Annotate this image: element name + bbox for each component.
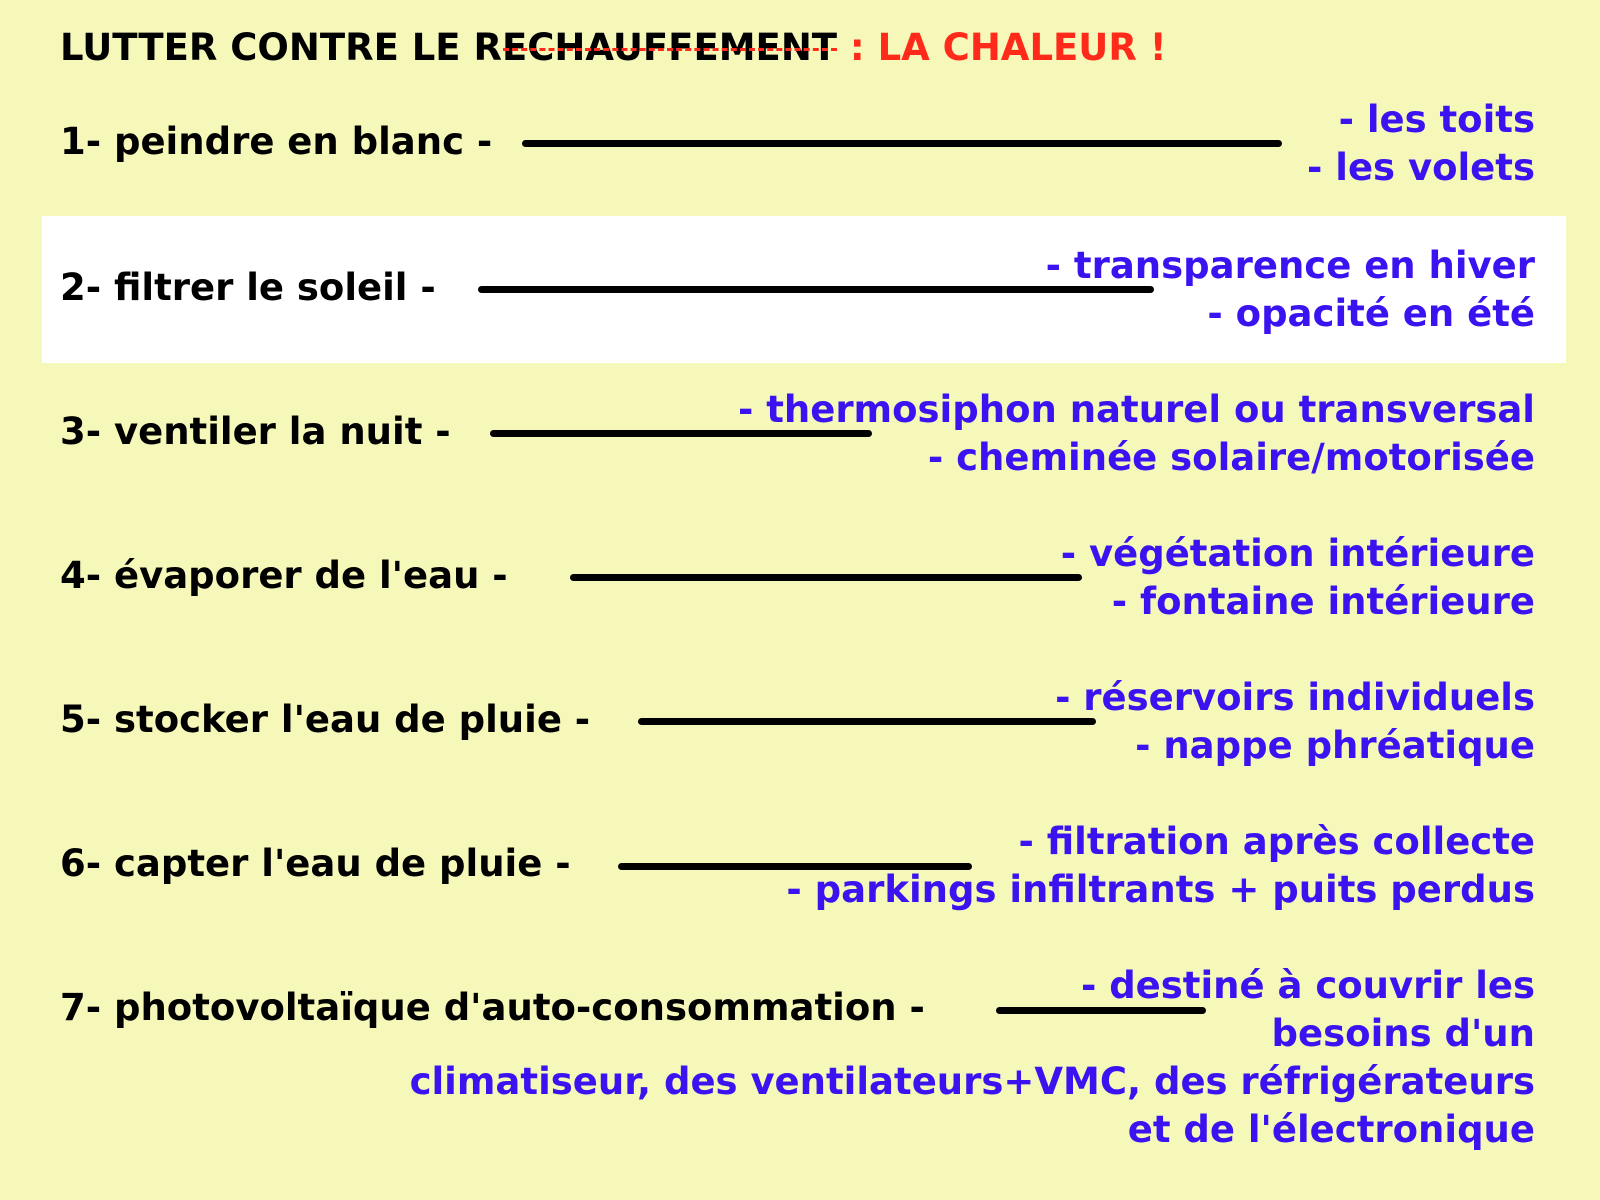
row-items <box>786 818 1535 914</box>
row-items <box>1307 96 1535 192</box>
row-items <box>738 386 1535 482</box>
row-4 <box>0 532 1600 642</box>
row-label: 2- filtrer le soleil - <box>60 266 436 309</box>
item-text: - végétation intérieure <box>1060 532 1535 575</box>
item-text: - réservoirs individuels <box>1055 676 1535 719</box>
row-label: 1- peindre en blanc - <box>60 120 493 163</box>
row-label: 7- photovoltaïque d'auto-consommation - <box>60 986 925 1029</box>
item-text: - opacité en été <box>1207 292 1535 335</box>
row-6 <box>0 820 1600 930</box>
row-items <box>1046 242 1535 338</box>
row-items <box>410 962 1535 1154</box>
title-struck-word: RECHAUFFEMENT <box>473 26 838 69</box>
page-title <box>60 26 1167 70</box>
item-text: - les toits <box>1338 98 1535 141</box>
row-2 <box>42 216 1566 363</box>
item-text: climatiseur, des ventilateurs+VMC, des réfrigérateurs <box>409 1060 1535 1103</box>
item-text: - nappe phréatique <box>1135 724 1535 767</box>
item-text: - parkings infiltrants + puits perdus <box>786 868 1535 911</box>
item-text: - filtration après collecte <box>1018 820 1535 863</box>
item-text: - transparence en hiver <box>1045 244 1535 287</box>
item-text: - les volets <box>1307 146 1535 189</box>
item-text: et de l'électronique <box>1127 1108 1535 1151</box>
connector-line <box>570 574 1082 581</box>
row-3 <box>0 388 1600 498</box>
row-label: 3- ventiler la nuit - <box>60 410 451 453</box>
row-items <box>1055 674 1535 770</box>
row-label: 4- évaporer de l'eau - <box>60 554 508 597</box>
row-label: 5- stocker l'eau de pluie - <box>60 698 591 741</box>
row-5 <box>0 676 1600 786</box>
title-suffix: : LA CHALEUR ! <box>837 26 1167 69</box>
item-text: - cheminée solaire/motorisée <box>927 436 1535 479</box>
connector-line <box>522 140 1282 147</box>
row-items <box>1061 530 1535 626</box>
item-text: - destiné à couvrir les <box>1080 964 1535 1007</box>
item-text: - thermosiphon naturel ou transversal <box>737 388 1535 431</box>
row-7 <box>0 964 1600 1164</box>
item-text: besoins d'un <box>1271 1012 1535 1055</box>
connector-line <box>638 718 1096 725</box>
title-prefix: LUTTER CONTRE LE <box>60 26 474 69</box>
item-text: - fontaine intérieure <box>1111 580 1535 623</box>
row-1 <box>0 100 1600 210</box>
row-label: 6- capter l'eau de pluie - <box>60 842 571 885</box>
